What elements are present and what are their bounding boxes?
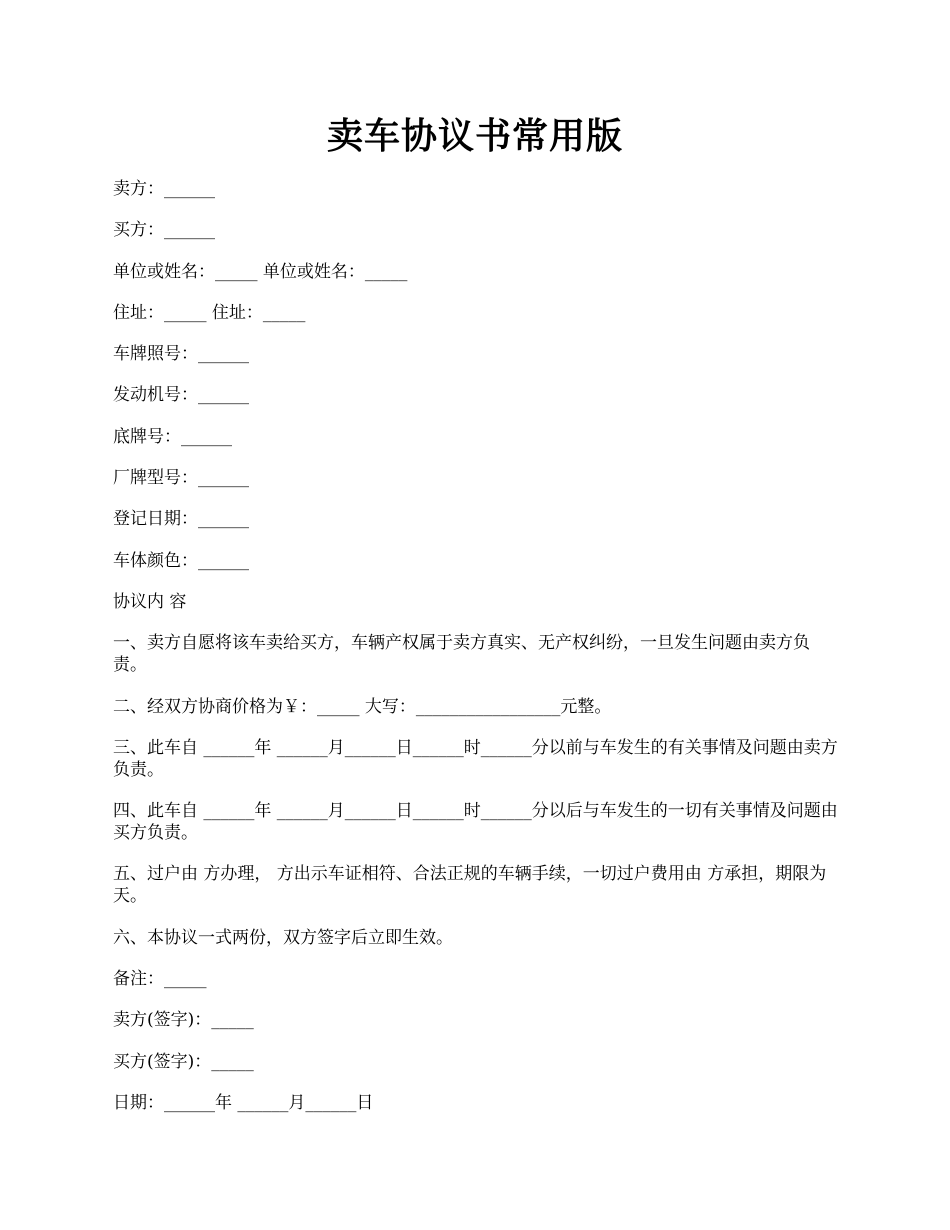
plate-number-line: 车牌照号：______: [113, 344, 249, 365]
document-title: 卖车协议书常用版: [326, 115, 623, 157]
document-body: [113, 178, 843, 1133]
registration-date-line: 登记日期：______: [113, 509, 249, 530]
remarks-line: 备注：_____: [113, 969, 207, 990]
seller-signature-line: 卖方(签字)：_____: [113, 1010, 254, 1031]
buyer-line: 买方：______: [113, 220, 215, 241]
buyer-signature-line: 买方(签字)：_____: [113, 1051, 254, 1072]
date-line: 日期：______年 ______月______日: [113, 1092, 374, 1113]
clause-1: 一、卖方自愿将该车卖给买方，车辆产权属于卖方真实、无产权纠纷，一旦发生问题由卖方负责。: [113, 633, 810, 676]
clause-5: 五、过户由 方办理， 方出示车证相符、合法正规的车辆手续，一切过户费用由 方承担，期限为 天。: [113, 864, 827, 907]
body-color-line: 车体颜色：______: [113, 550, 249, 571]
engine-number-line: 发动机号：______: [113, 385, 249, 406]
unit-name-line: 单位或姓名：_____ 单位或姓名：_____: [113, 261, 408, 282]
clause-6: 六、本协议一式两份，双方签字后立即生效。: [113, 927, 453, 948]
chassis-number-line: 底牌号：______: [113, 426, 232, 447]
clause-2: 二、经双方协商价格为￥：_____ 大写：_________________元整。: [113, 696, 612, 717]
address-line: 住址：_____ 住址：_____: [113, 302, 306, 323]
seller-line: 卖方：______: [113, 179, 215, 199]
clause-3: 三、此车自 ______年 ______月______日______时______分以前与车发生的有关事情及问题由卖方负责。: [113, 737, 838, 780]
clause-4: 四、此车自 ______年 ______月______日______时______分以后与车发生的一切有关事情及问题由买方负责。: [113, 801, 838, 844]
brand-model-line: 厂牌型号：______: [113, 468, 249, 489]
agreement-content-heading: 协议内 容: [113, 591, 187, 612]
